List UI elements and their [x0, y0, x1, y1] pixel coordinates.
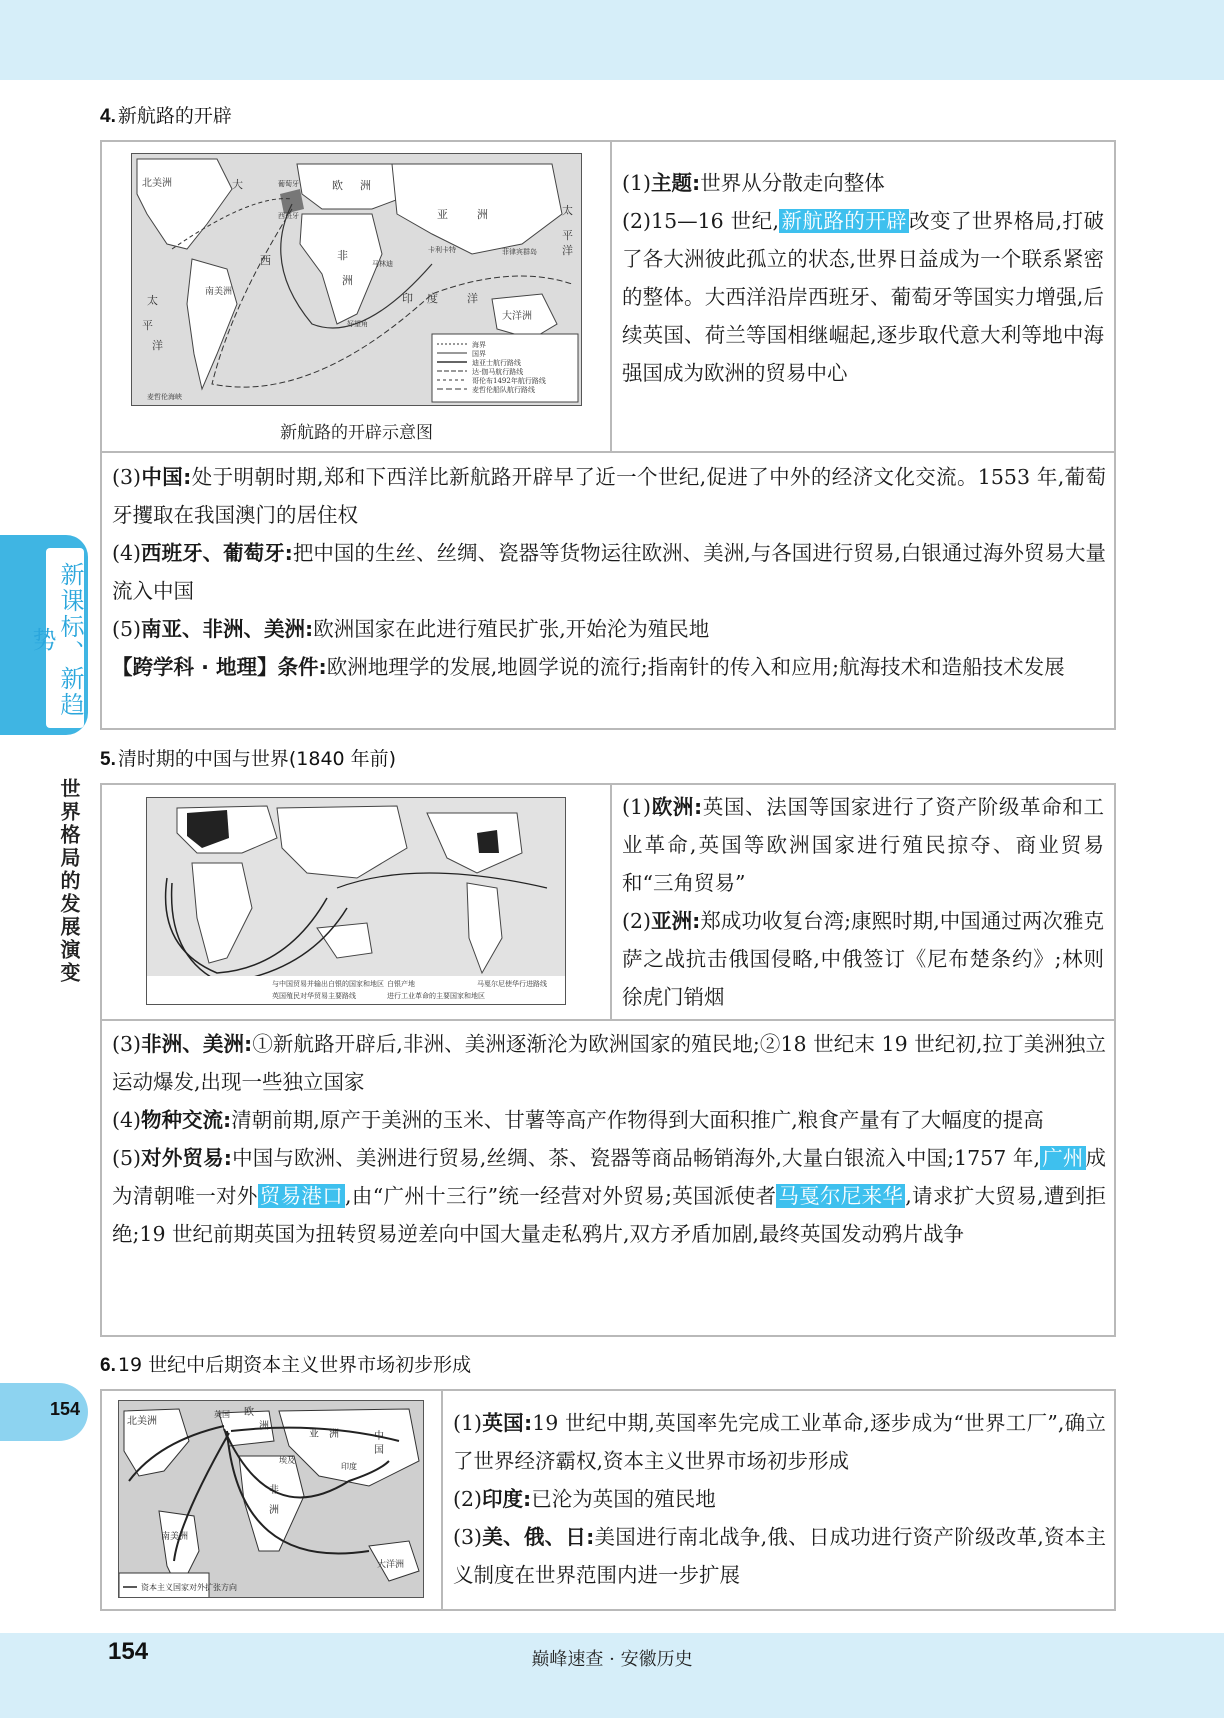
map-label: 亚	[309, 1429, 319, 1440]
top-band	[0, 0, 1224, 80]
section5-point-2: (2)亚洲:郑成功收复台湾;康熙时期,中国通过两次雅克萨之战抗击俄国侵略,中俄签订《尼布楚条约》;林则徐虎门销烟	[622, 909, 1104, 1009]
map-label: 中	[374, 1431, 384, 1442]
map-label: 菲律宾群岛	[502, 248, 537, 256]
map-label: 亚	[437, 208, 448, 221]
map-label: 非	[337, 249, 348, 262]
map-label: 北美洲	[142, 178, 172, 189]
section6-point-3: (3)美、俄、日:美国进行南北战争,俄、日成功进行资产阶级改革,资本主义制度在世界范围内进一步扩展	[453, 1525, 1107, 1587]
map-label: 大洋洲	[502, 311, 532, 322]
section4-interdisciplinary: 【跨学科 · 地理】条件:欧洲地理学的发展,地圆学说的流行;指南针的传入和应用;航海技术和造船技术发展	[112, 655, 1065, 679]
section4-point-3: (3)中国:处于明朝时期,郑和下西洋比新航路开辟早了近一个世纪,促进了中外的经济文化交流。1553 年,葡萄牙攫取在我国澳门的居住权	[112, 465, 1107, 527]
section5-point-4: (4)物种交流:清朝前期,原产于美洲的玉米、甘薯等高产作物得到大面积推广,粮食产量有了大幅度的提高	[112, 1108, 1044, 1132]
section6-number: 6.	[100, 1355, 116, 1376]
section4-title: 新航路的开辟	[117, 105, 232, 127]
highlight: 广州	[1042, 1146, 1084, 1170]
section4-point-5: (5)南亚、非洲、美洲:欧洲国家在此进行殖民扩张,开始沦为殖民地	[112, 617, 710, 641]
highlight: 新航路的开辟	[781, 209, 908, 233]
highlight: 马戛尔尼来华	[778, 1184, 904, 1208]
map-label: 好望角	[347, 320, 368, 328]
map-label: 葡萄牙	[278, 180, 299, 188]
map-legend-item: 迪亚士航行路线	[472, 359, 521, 367]
map-label: 南美洲	[205, 287, 233, 297]
section5-point-5: (5)对外贸易:中国与欧洲、美洲进行贸易,丝绸、茶、瓷器等商品畅销海外,大量白银流入中国;1757 年,广州成为清朝唯一对外贸易港口,由“广州十三行”统一经营对外贸易;英国派使者马戛尔尼来华,请求扩大贸易,遭到拒绝;19 世纪前期英国为扭转贸易逆差向中国大量走私鸦片,双方矛盾加剧,最终英国发动鸦片战争	[112, 1146, 1107, 1246]
highlight: 贸易港口	[259, 1184, 344, 1208]
map-label: 太	[562, 204, 573, 217]
map-label: 卡利卡特	[428, 246, 456, 254]
map-label: 太	[147, 294, 158, 307]
map-legend-item: 资本主义国家对外扩张方向	[141, 1583, 237, 1592]
map-label: 洋	[467, 292, 478, 305]
map-label: 埃及	[279, 1456, 295, 1465]
section6-title: 19 世纪中后期资本主义世界市场初步形成	[117, 1354, 472, 1376]
map-legend-item: 马戛尔尼使华行进路线	[477, 980, 547, 988]
map-legend-item: 英国殖民对华贸易主要路线	[272, 992, 356, 1000]
section5-point-1: (1)欧洲:英国、法国等国家进行了资产阶级革命和工业革命,英国等欧洲国家进行殖民掠夺、商业贸易和“三角贸易”	[622, 795, 1105, 895]
map-legend-item: 达·伽马航行路线	[472, 368, 524, 376]
side-page-number: 154	[50, 1399, 81, 1419]
map-label: 洲	[329, 1429, 339, 1440]
map-label: 南美洲	[161, 1532, 189, 1542]
map-legend-item: 国界	[472, 350, 486, 358]
map-legend-item: 进行工业革命的主要国家和地区	[387, 992, 485, 1000]
section6-point-2: (2)印度:已沦为英国的殖民地	[453, 1487, 716, 1511]
map-label: 平	[142, 319, 153, 332]
section5-heading	[100, 744, 396, 771]
section6-point-1: (1)英国:19 世纪中期,英国率先完成工业革命,逐步成为“世界工厂”,确立了世界经济霸权,资本主义世界市场初步形成	[453, 1411, 1106, 1473]
map-legend-item: 海界	[472, 341, 486, 349]
map-label: 北美洲	[127, 1416, 157, 1427]
map-legend-item: 麦哲伦船队航行路线	[472, 386, 535, 394]
map-legend-item: 与中国贸易并输出白银的国家和地区	[272, 980, 384, 988]
section5-number: 5.	[100, 749, 116, 770]
map-label: 麦哲伦海峡	[147, 393, 182, 401]
side-tab-label: 新课标、新趋势	[46, 548, 84, 728]
footer-book-title: 巅峰速查 · 安徽历史	[531, 1649, 693, 1670]
map-label: 洲	[342, 274, 353, 287]
section4-bottom-text	[112, 458, 1106, 686]
section5-title: 清时期的中国与世界(1840 年前)	[117, 748, 397, 770]
section5-point-3: (3)非洲、美洲:①新航路开辟后,非洲、美洲逐渐沦为欧洲国家的殖民地;②18 世纪末 19 世纪初,拉丁美洲独立运动爆发,出现一些独立国家	[112, 1032, 1106, 1094]
section6-right-text	[453, 1404, 1106, 1594]
map-label: 洲	[269, 1505, 279, 1516]
section5-bottom-text	[112, 1025, 1106, 1253]
map-label: 英国	[214, 1410, 230, 1419]
map-label: 洲	[477, 208, 488, 221]
map-label: 印	[402, 292, 413, 305]
map-label: 印度	[341, 1462, 357, 1471]
map-label: 欧	[332, 179, 343, 192]
section5-right-text	[622, 788, 1104, 1016]
section6-map	[118, 1400, 424, 1598]
section4-number: 4.	[100, 106, 116, 127]
section4-map	[131, 153, 582, 406]
section4-point-2: (2)15—16 世纪,新航路的开辟改变了世界格局,打破了各大洲彼此孤立的状态,世界日益成为一个联系紧密的整体。大西洋沿岸西班牙、葡萄牙等国实力增强,后续英国、荷兰等国相继崛起,逐步取代意大利等地中海强国成为欧洲的贸易中心	[622, 209, 1104, 385]
map-label: 大	[232, 178, 243, 191]
map-legend-item: 白银产地	[387, 980, 415, 988]
map-label: 洲	[360, 179, 371, 192]
map-label: 非	[269, 1485, 279, 1496]
map-label: 平	[562, 229, 573, 242]
section4-heading	[100, 101, 232, 128]
section4-map-caption: 新航路的开辟示意图	[280, 423, 433, 443]
map-label: 马林迪	[372, 260, 393, 268]
section6-heading	[100, 1350, 471, 1377]
map-label: 洋	[562, 244, 573, 257]
section4-point-1: (1)主题:世界从分散走向整体	[622, 171, 885, 195]
map-label: 洲	[259, 1421, 269, 1432]
map-label: 国	[374, 1445, 384, 1456]
footer-page-number: 154	[108, 1638, 149, 1665]
side-section-title: 世界格局的发展演变	[57, 778, 81, 985]
section5-map	[146, 797, 566, 1005]
map-label: 欧	[244, 1407, 254, 1418]
section4-point-4: (4)西班牙、葡萄牙:把中国的生丝、丝绸、瓷器等货物运往欧洲、美洲,与各国进行贸易,白银通过海外贸易大量流入中国	[112, 541, 1107, 603]
map-label: 大洋洲	[377, 1560, 405, 1570]
map-label: 洋	[152, 339, 163, 352]
section4-right-text	[622, 164, 1104, 392]
map-label: 西	[260, 254, 271, 267]
map-label: 度	[427, 292, 438, 305]
map-legend-item: 哥伦布1492年航行路线	[472, 377, 546, 385]
map-label: 西班牙	[278, 212, 299, 220]
